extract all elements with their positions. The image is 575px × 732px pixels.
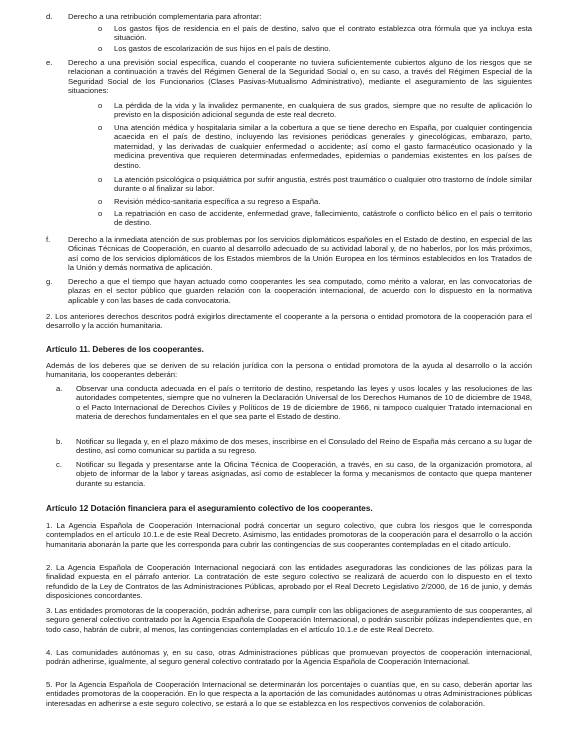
list-label: b. [56, 437, 63, 446]
list-text: Derecho a una retribución complementaria para afrontar: [68, 12, 262, 21]
article-12-paragraph-4: 4. Las comunidades autónomas y, en su caso, otras Administraciones públicas que promuevan proyectos de cooperación internacional, podrán adherirse, igualmente, al seguro general colectivo contratado por la Agencia Española de Cooperación Internacional. [46, 648, 532, 667]
bullet-icon: o [98, 24, 103, 33]
list-item-g [46, 277, 532, 305]
list-text: Observar una conducta adecuada en el país o territorio de destino, respetando las leyes y usos locales y las resoluciones de las autoridades competentes, siempre que no vulneren la Declaración Universal de los Derechos Humanos de 10 de diciembre de 1948, o el Pacto Internacional de Derechos Civiles y Políticos de 19 de diciembre de 1966, ni tampoco cualquier Tratado internacional en materia de derechos fundamentales en el que sea parte el Estado de destino. [76, 384, 532, 422]
list-label: d. [46, 12, 53, 21]
list-item-a [56, 384, 532, 422]
bullet-icon: o [98, 197, 103, 206]
sub-item [98, 24, 532, 43]
list-text: Derecho a que el tiempo que hayan actuado como cooperantes les sea computado, como mérito a valorar, en las convocatorias de plazas en el sector público que guarden relación con la cooperación internacional, de acuerdo con lo dispuesto en la normativa aplicable y con las bases de cada convocatoria. [68, 277, 532, 305]
list-item-d [46, 12, 532, 21]
sub-item-text: Revisión médico-sanitaria específica a su regreso a España. [114, 197, 321, 206]
article-12-heading: Artículo 12 Dotación financiera para el aseguramiento colectivo de los cooperantes. [46, 504, 373, 513]
list-item-e [46, 58, 532, 96]
sub-item [98, 101, 532, 120]
bullet-icon: o [98, 44, 103, 53]
sub-item [98, 123, 532, 170]
sub-item-text: La pérdida de la vida y la invalidez permanente, en cualquiera de sus grados, siempre que no resulte de aplicación lo previsto en la disposición adicional segunda de este real decreto. [114, 101, 532, 120]
bullet-icon: o [98, 209, 103, 218]
article-11-heading: Artículo 11. Deberes de los cooperantes. [46, 345, 204, 354]
list-label: e. [46, 58, 53, 67]
bullet-icon: o [98, 123, 103, 132]
list-item-c [56, 460, 532, 488]
sub-item-text: La atención psicológica o psiquiátrica por sufrir angustia, estrés post traumático o cualquier otro trastorno de índole similar durante o al finalizar su labor. [114, 175, 532, 194]
bullet-icon: o [98, 101, 103, 110]
bullet-icon: o [98, 175, 103, 184]
sub-item-text: Los gastos fijos de residencia en el país de destino, salvo que el contrato establezca otra fórmula que ya incluya esta situación. [114, 24, 532, 43]
sub-item-text: Los gastos de escolarización de sus hijos en el país de destino. [114, 44, 331, 53]
list-label: a. [56, 384, 63, 393]
sub-item [98, 209, 532, 228]
list-item-b [56, 437, 532, 456]
sub-item [98, 197, 532, 206]
sub-item [98, 44, 532, 53]
article-11-intro: Además de los deberes que se deriven de su relación jurídica con la persona o entidad promotora de la ayuda al desarrollo o la acción humanitaria, los cooperantes deberán: [46, 361, 532, 380]
list-label: g. [46, 277, 53, 286]
article-12-paragraph-2: 2. La Agencia Española de Cooperación Internacional negociará con las entidades aseguradoras las condiciones de las pólizas para la finalidad expuesta en el párrafo anterior. La contratación de este seguro colectivo se realizará de acuerdo con lo dispuesto en el texto refundido de la Ley de Contratos de las Administraciones Públicas, aprobado por el Real Decreto Legislativo 2/2000, de 16 de junio, y demás disposiciones concordantes. [46, 563, 532, 601]
list-text: Notificar su llegada y, en el plazo máximo de dos meses, inscribirse en el Consulado del Reino de España más cercano a su lugar de destino, así como comunicar su partida a su regreso. [76, 437, 532, 456]
sub-item-text: Una atención médica y hospitalaria similar a la cobertura a que se tiene derecho en España, por cualquier contingencia acaecida en el país de destino, incluyendo las revisiones periódicas generales y ginecológicas, embarazo, parto, maternidad, y las derivadas de cualquier enfermedad o accidente; así como el gasto farmacéutico ocasionado y la medicina preventiva que requieren determinadas enfermedades, epidemias o pandemias existentes en los países de destino. [114, 123, 532, 170]
list-text: Derecho a la inmediata atención de sus problemas por los servicios diplomáticos españoles en el Estado de destino, en especial de las Oficinas Técnicas de Cooperación, en cuanto al desarrollo adecuado de su actividad laboral y, de no haberlos, por los más próximos, así como de los servicios diplomáticos de los Estados miembros de la Unión Europea en los términos establecidos en los Tratados de la Unión y demás normativa de aplicación. [68, 235, 532, 273]
article-12-paragraph-3: 3. Las entidades promotoras de la cooperación, podrán adherirse, para cumplir con las obligaciones de aseguramiento de sus cooperantes, al seguro general colectivo contratado por la Agencia Española de Cooperación Internacional, o podrán suscribir pólizas independientes que, en todo caso, habrán de cubrir, al menos, las contingencias contempladas en el artículo 10.1.e de este Real Decreto. [46, 606, 532, 634]
list-label: f. [46, 235, 51, 244]
list-text: Derecho a una previsión social específica, cuando el cooperante no tuviera suficientemente cubiertos alguno de los riesgos que se relacionan a continuación a través del Régimen General de la Seguridad Social o, en su caso, a través del Régimen Especial de la Seguridad Social de los Funcionarios (Clases Pasivas-Mutualismo Administrativo), mediante el aseguramiento de las siguientes situaciones: [68, 58, 532, 96]
list-item-f [46, 235, 532, 273]
article-12-paragraph-1: 1. La Agencia Española de Cooperación Internacional podrá concertar un seguro colectivo, que cubra los riesgos que le corresponda contemplados en el artículo 10.1.e de este Real Decreto. Asimismo, las entidades promotoras de la cooperación para el desarrollo o la acción humanitaria abonarán la parte que les corresponda para cubrir las contingencias de sus cooperantes contempladas en el citado artículo. [46, 521, 532, 549]
list-label: c. [56, 460, 62, 469]
list-text: Notificar su llegada y presentarse ante la Oficina Técnica de Cooperación, a través, en su caso, de la organización promotora, al objeto de informar de la labor y tareas asignadas, así como de establecer la forma y mecanismos de contacto que quepa mantener durante su estancia. [76, 460, 532, 488]
sub-item [98, 175, 532, 194]
paragraph-2: 2. Los anteriores derechos descritos podrá exigirlos directamente el cooperante a la persona o entidad promotora de la cooperación para el desarrollo y la acción humanitaria. [46, 312, 532, 331]
sub-item-text: La repatriación en caso de accidente, enfermedad grave, fallecimiento, catástrofe o conflicto bélico en el país o territorio de destino. [114, 209, 532, 228]
article-12-paragraph-5: 5. Por la Agencia Española de Cooperación Internacional se determinarán los porcentajes o cuantías que, en su caso, deberán aportar las entidades promotoras de la cooperación. En lo que respecta a la aportación de las comunidades autónomas u otras Administraciones públicas interesadas en adherirse a este seguro colectivo, se estará a lo que se establezca en los respectivos convenios de colaboración. [46, 680, 532, 708]
